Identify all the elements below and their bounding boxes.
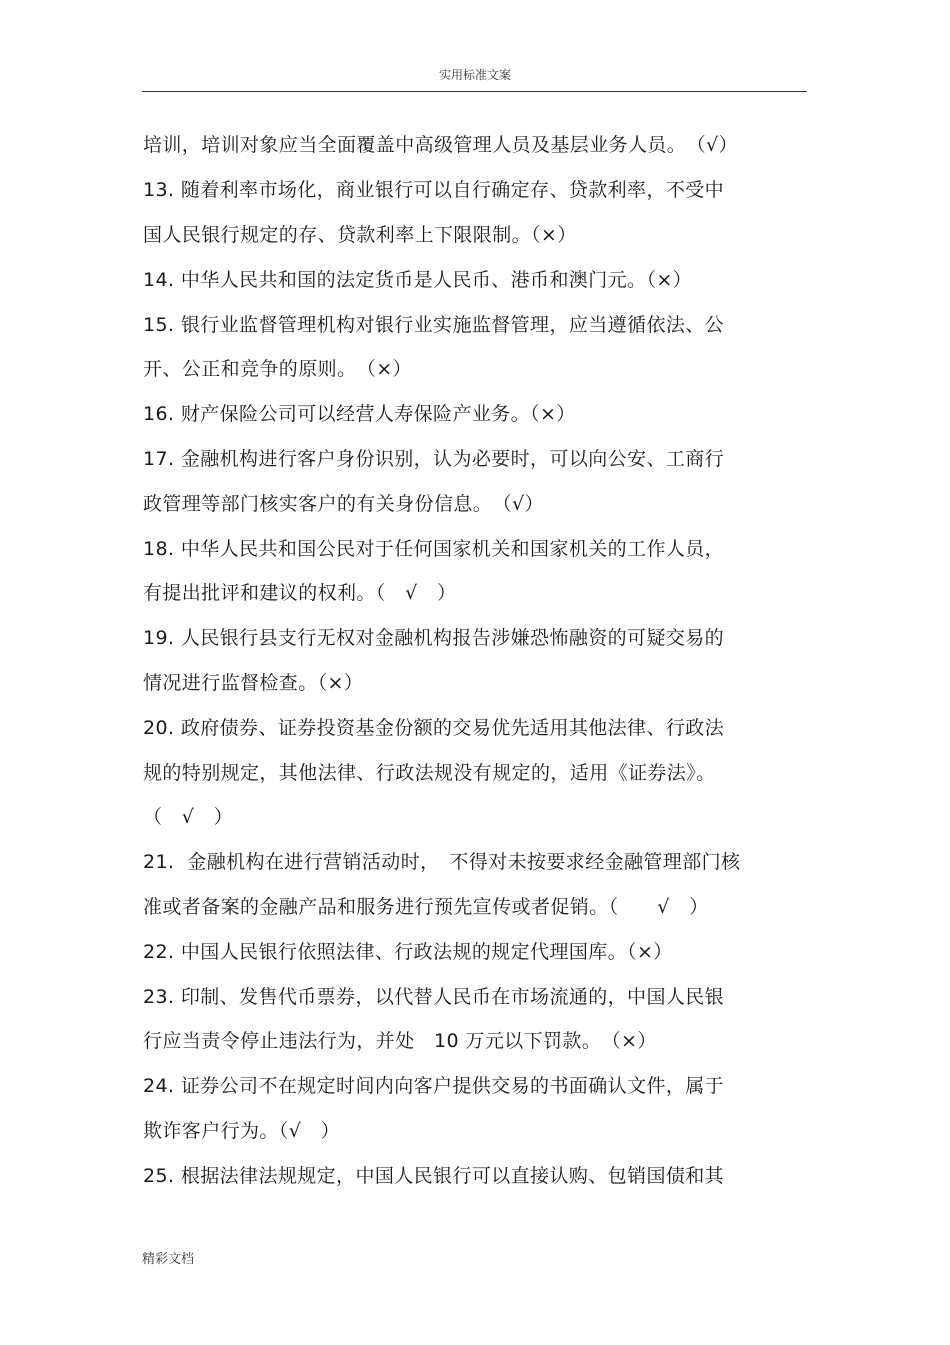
text-line: （ √ ）	[143, 806, 234, 828]
text-line: 开、公正和竞争的原则。 （×）	[143, 358, 412, 380]
text-line: 21. 金融机构在进行营销活动时， 不得对未按要求经金融管理部门核	[143, 851, 741, 873]
text-line: 准或者备案的金融产品和服务进行预先宣传或者促销。（ √ ）	[143, 896, 709, 918]
text-line: 欺诈客户行为。（√ ）	[143, 1120, 341, 1142]
text-line: 15. 银行业监督管理机构对银行业实施监督管理，应当遵循依法、公	[143, 314, 725, 336]
text-line: 有提出批评和建议的权利。（ √ ）	[143, 582, 457, 604]
text-line: 行应当责令停止违法行为，并处 10 万元以下罚款。 （×）	[143, 1030, 657, 1052]
text-line: 19. 人民银行县支行无权对金融机构报告涉嫌恐怖融资的可疑交易的	[143, 627, 725, 649]
text-line: 18. 中华人民共和国公民对于任何国家机关和国家机关的工作人员，	[143, 538, 725, 560]
text-line: 国人民银行规定的存、贷款利率上下限限制。（×）	[143, 224, 577, 246]
text-line: 24. 证券公司不在规定时间内向客户提供交易的书面确认文件，属于	[143, 1075, 725, 1097]
header-rule	[142, 91, 807, 92]
text-line: 13. 随着利率市场化，商业银行可以自行确定存、贷款利率，不受中	[143, 179, 725, 201]
text-line: 23. 印制、发售代币票券，以代替人民币在市场流通的，中国人民银	[143, 986, 725, 1008]
text-line: 22. 中国人民银行依照法律、行政法规的规定代理国库。（×）	[143, 941, 673, 963]
text-line: 17. 金融机构进行客户身份识别，认为必要时，可以向公安、工商行	[143, 448, 725, 470]
text-line: 情况进行监督检查。（×）	[143, 672, 364, 694]
text-line: 培训，培训对象应当全面覆盖中高级管理人员及基层业务人员。 （√）	[143, 134, 738, 156]
text-line: 20. 政府债券、证券投资基金份额的交易优先适用其他法律、行政法	[143, 717, 725, 739]
page-header: 实用标准文案	[438, 68, 511, 82]
text-line: 政管理等部门核实客户的有关身份信息。 （√）	[143, 493, 544, 515]
text-line: 规的特别规定，其他法律、行政法规没有规定的，适用《证券法》。	[143, 762, 716, 784]
page-footer: 精彩文档	[142, 1252, 195, 1267]
text-line: 14. 中华人民共和国的法定货币是人民币、港币和澳门元。（×）	[143, 269, 693, 291]
text-line: 25. 根据法律法规规定，中国人民银行可以直接认购、包销国债和其	[143, 1165, 725, 1187]
text-line: 16. 财产保险公司可以经营人寿保险产业务。（×）	[143, 403, 576, 425]
